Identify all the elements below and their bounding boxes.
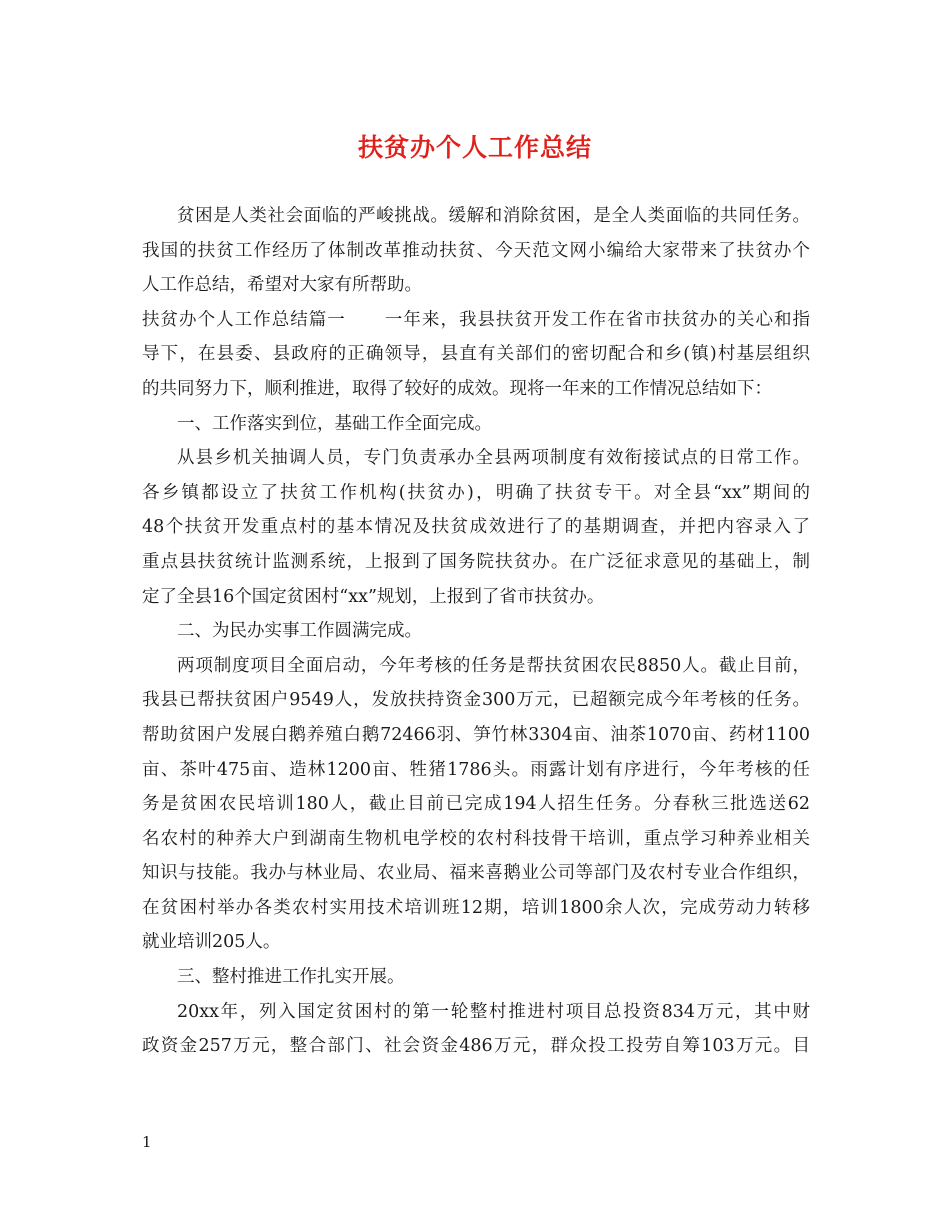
subheading: 二、为民办实事工作圆满完成。 — [177, 621, 422, 642]
text-line: 我县已帮扶贫困户9549人，发放扶持资金300万元，已超额完成今年考核的任务。 — [142, 690, 810, 711]
text-line: 政资金257万元，整合部门、社会资金486万元，群众投工投劳自筹103万元。目 — [142, 1036, 810, 1057]
text-line: 名农村的种养大户到湖南生物机电学校的农村科技骨干培训，重点学习种养业相关 — [142, 828, 810, 849]
text-line: 48个扶贫开发重点村的基本情况及扶贫成效进行了的基期调查，并把内容录入了 — [142, 517, 810, 538]
text-line: 的共同努力下，顺利推进，取得了较好的成效。现将一年来的工作情况总结如下： — [142, 378, 772, 399]
text-line: 人工作总结，希望对大家有所帮助。 — [142, 275, 422, 296]
text-line: 贫困是人类社会面临的严峻挑战。缓解和消除贫困，是全人类面临的共同任务。 — [177, 206, 810, 226]
text-line: 从县乡机关抽调人员，专门负责承办全县两项制度有效衔接试点的日常工作。 — [177, 448, 810, 469]
text-line: 就业培训205人。 — [142, 932, 281, 953]
subheading: 一、工作落实到位，基础工作全面完成。 — [177, 413, 492, 434]
text-line: 知识与技能。我办与林业局、农业局、福来喜鹅业公司等部门及农村专业合作组织， — [142, 863, 810, 884]
page-number: 1 — [142, 1133, 152, 1151]
subheading: 三、整村推进工作扎实开展。 — [177, 967, 405, 988]
document-body — [142, 199, 810, 1064]
text-line: 帮助贫困户发展白鹅养殖白鹅72466羽、笋竹林3304亩、油茶1070亩、药材1100 — [142, 724, 810, 745]
text-line — [142, 303, 810, 338]
text-line: 各乡镇都设立了扶贫工作机构(扶贫办)，明确了扶贫专干。对全县“xx”期间的 — [142, 482, 810, 503]
text-line: 重点县扶贫统计监测系统，上报到了国务院扶贫办。在广泛征求意见的基础上，制 — [142, 551, 810, 572]
text-line: 我国的扶贫工作经历了体制改革推动扶贫、今天范文网小编给大家带来了扶贫办个 — [142, 240, 810, 261]
text-line: 导下，在县委、县政府的正确领导，县直有关部们的密切配合和乡(镇)村基层组织 — [142, 344, 810, 365]
document-title: 扶贫办个人工作总结 — [357, 133, 592, 162]
text-line: 20xx年，列入国定贫困村的第一轮整村推进村项目总投资834万元，其中财 — [177, 1001, 810, 1022]
section-heading: 扶贫办个人工作总结篇一 — [142, 309, 346, 330]
text-line: 定了全县16个国定贫困村“xx”规划，上报到了省市扶贫办。 — [142, 586, 605, 607]
text-line: 在贫困村举办各类农村实用技术培训班12期，培训1800余人次，完成劳动力转移 — [142, 897, 810, 918]
text-segment: 一年来，我县扶贫开发工作在省市扶贫办的关心和指 — [383, 309, 811, 330]
text-line: 两项制度项目全面启动，今年考核的任务是帮扶贫困农民8850人。截止目前， — [177, 655, 810, 676]
text-line: 务是贫困农民培训180人，截止目前已完成194人招生任务。分春秋三批选送62 — [142, 794, 810, 815]
text-line: 亩、茶叶475亩、造林1200亩、牲猪1786头。雨露计划有序进行，今年考核的任 — [142, 759, 810, 780]
